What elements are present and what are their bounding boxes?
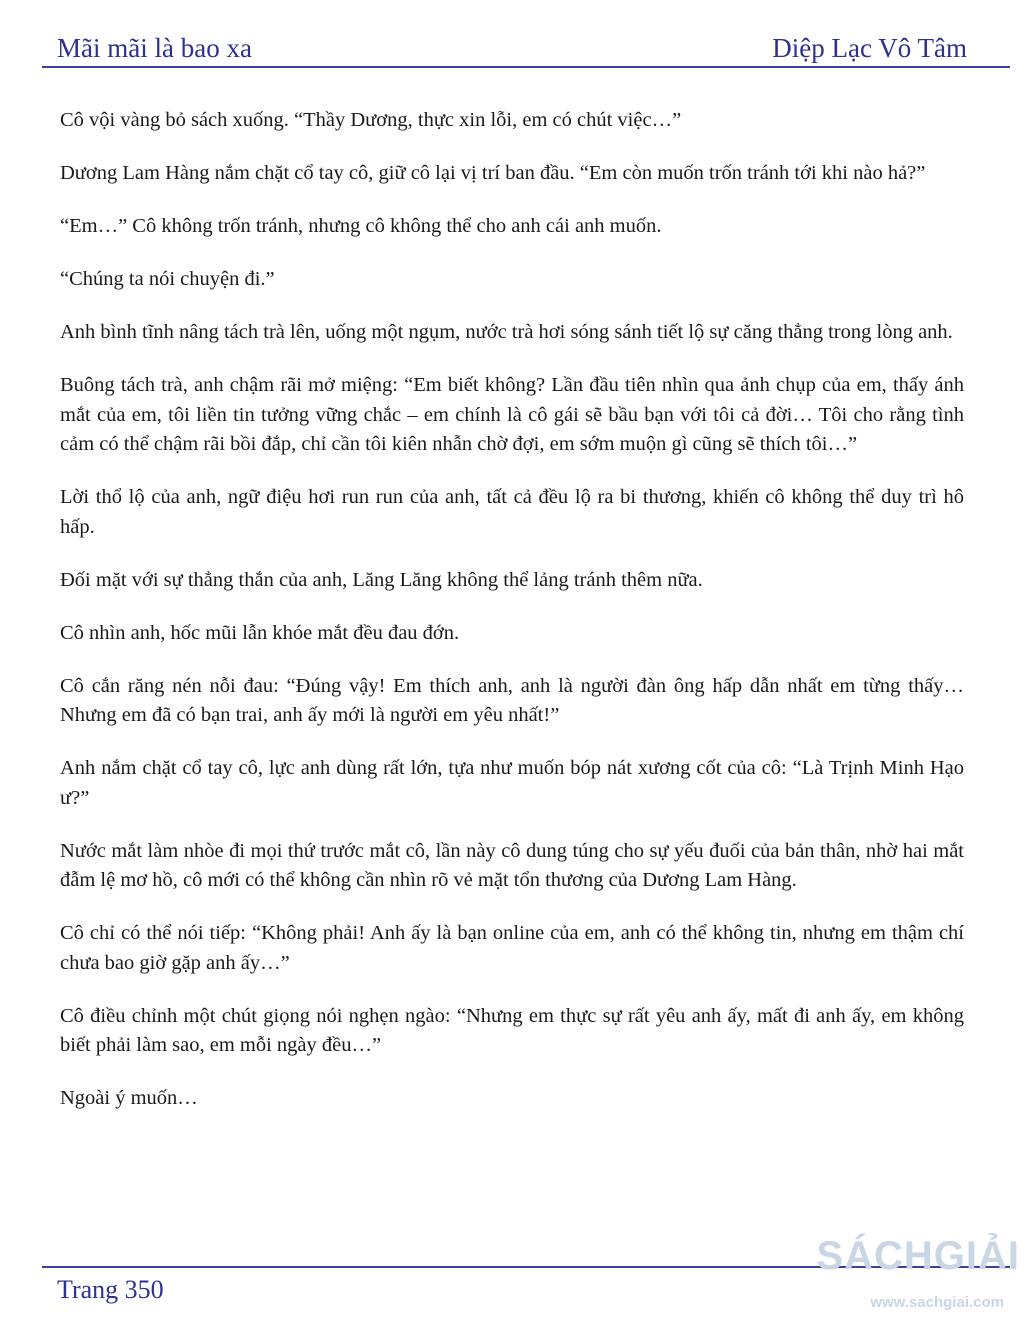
paragraph: Đối mặt với sự thẳng thắn của anh, Lăng Lăng không thể lảng tránh thêm nữa.: [60, 568, 703, 591]
paragraph: Cô vội vàng bỏ sách xuống. “Thầy Dương, thực xin lỗi, em có chút việc…”: [60, 109, 682, 131]
page-header: [57, 22, 967, 62]
watermark-url: www.sachgiai.com: [870, 1294, 1004, 1311]
paragraph: “Em…” Cô không trốn tránh, nhưng cô không thể cho anh cái anh muốn.: [60, 215, 662, 237]
watermark: [810, 1228, 1020, 1320]
paragraph: Nước mắt làm nhòe đi mọi thứ trước mắt cô, lần này cô dung túng cho sự yếu đuối của bản thân, nhờ hai mắt đẫm lệ mơ hồ, cô mới có thể không cần nhìn rõ vẻ mặt tổn thương của Dương Lam Hàng.: [60, 839, 964, 891]
paragraph: Cô nhìn anh, hốc mũi lẫn khóe mắt đều đau đớn.: [60, 621, 460, 644]
page-number: Trang 350: [57, 1275, 164, 1304]
paragraph: Dương Lam Hàng nắm chặt cổ tay cô, giữ cô lại vị trí ban đầu. “Em còn muốn trốn tránh tới khi nào hả?”: [60, 162, 926, 184]
paragraph: Lời thổ lộ của anh, ngữ điệu hơi run run của anh, tất cả đều lộ ra bi thương, khiến cô không thể duy trì hô hấp.: [60, 486, 964, 538]
paragraph: Anh nắm chặt cổ tay cô, lực anh dùng rất lớn, tựa như muốn bóp nát xương cốt của cô: “Là Trịnh Minh Hạo ư?”: [60, 757, 964, 809]
paragraph: Buông tách trà, anh chậm rãi mở miệng: “Em biết không? Lần đầu tiên nhìn qua ảnh chụp của em, thấy ánh mắt của em, tôi liền tin tưởng vững chắc – em chính là cô gái sẽ bầu bạn với tôi cả đời… Tôi cho rằng tình cảm có thể chậm rãi bồi đắp, chỉ cần tôi kiên nhẫn chờ đợi, em sớm muộn gì cũng sẽ thích tôi…”: [60, 374, 964, 455]
paragraph: Anh bình tĩnh nâng tách trà lên, uống một ngụm, nước trà hơi sóng sánh tiết lộ sự căng thẳng trong lòng anh.: [60, 321, 953, 343]
book-title: Mãi mãi là bao xa: [57, 33, 252, 63]
watermark-logo: SÁCHGIẢI: [816, 1234, 1020, 1278]
paragraph: Cô cắn răng nén nỗi đau: “Đúng vậy! Em thích anh, anh là người đàn ông hấp dẫn nhất em từng thấy… Nhưng em đã có bạn trai, anh ấy mới là người em yêu nhất!”: [60, 674, 964, 726]
paragraph: “Chúng ta nói chuyện đi.”: [60, 268, 275, 290]
author-name: Diệp Lạc Vô Tâm: [772, 33, 967, 63]
page-body: [60, 106, 964, 1137]
paragraph: Cô điều chỉnh một chút giọng nói nghẹn ngào: “Nhưng em thực sự rất yêu anh ấy, mất đi anh ấy, em không biết phải làm sao, em mỗi ngày đều…”: [60, 1004, 964, 1056]
header-divider: [42, 66, 1010, 68]
paragraph: Cô chỉ có thể nói tiếp: “Không phải! Anh ấy là bạn online của em, anh có thể không tin, nhưng em thậm chí chưa bao giờ gặp anh ấy…”: [60, 922, 964, 974]
paragraph: Ngoài ý muốn…: [60, 1087, 198, 1109]
